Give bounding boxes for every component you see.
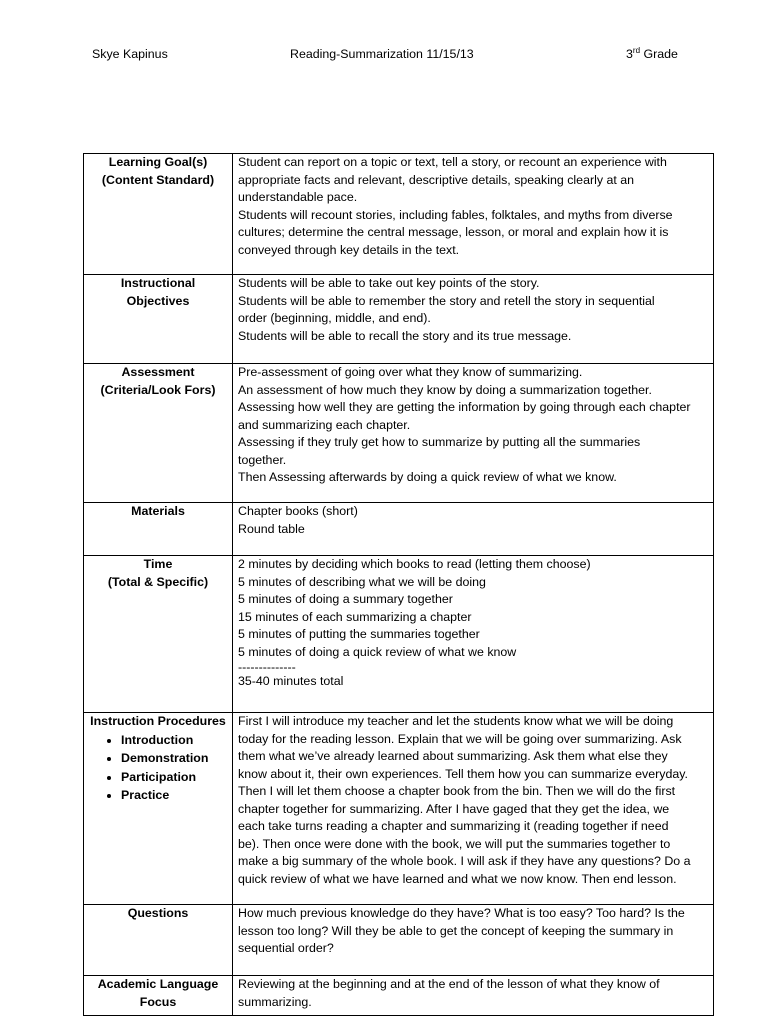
procedure-bullets [89,731,227,805]
row-content-line: An assessment of how much they know by doing a summarization together. [238,382,652,397]
row-content-line: Then I will let them choose a chapter book from the bin. Then we will do the first [238,784,676,798]
row-content-line: 2 minutes by deciding which books to read (letting them choose) [238,557,591,571]
row-content-line: Reviewing at the beginning and at the end of the lesson of what they know of [238,977,660,991]
row-content-line: Students will recount stories, including fables, folktales, and myths from diverse [238,207,673,222]
row-label [84,364,233,503]
row-content-line: Round table [238,521,305,536]
row-label-line: (Total & Specific) [107,574,209,589]
author-name: Skye Kapinus [92,47,168,61]
row-content [233,556,714,713]
plan-row [84,364,714,503]
row-content-line: understandable pace. [238,190,358,204]
row-label-line: Instruction Procedures [90,714,226,728]
row-content-line: today for the reading lesson. Explain that we will be going over summarizing. Ask [238,731,682,746]
grade-word: Grade [643,47,678,61]
row-content-line: Chapter books (short) [238,504,358,518]
row-content-line: 15 minutes of each summarizing a chapter [238,609,472,624]
row-label-line: Academic Language [97,977,219,991]
row-content [233,713,714,905]
row-content-line: together. [238,452,287,467]
row-content [233,976,714,1016]
row-content-line: 35-40 minutes total [238,674,344,688]
procedure-bullet-item: • Practice [121,786,227,805]
row-content-line: summarizing. [238,994,312,1009]
grade-suffix: rd [632,45,641,55]
row-content-line: Assessing how well they are getting the information by going through each chapter [238,400,691,414]
row-content-line: 5 minutes of describing what we will be doing [238,574,486,589]
row-content-line: Students will be able to recall the story and its true message. [238,328,572,343]
row-label [84,905,233,976]
row-content-line: Student can report on a topic or text, tell a story, or recount an experience with [238,155,667,169]
row-content-line: Students will be able to take out key points of the story. [238,276,540,290]
row-content-line: make a big summary of the whole book. I will ask if they have any questions? Do a [238,854,691,868]
row-content-line: chapter together for summarizing. After I have gaged that they get the idea, we [238,801,670,816]
row-label-line: (Content Standard) [101,172,215,187]
row-label-line: Focus [139,994,177,1009]
row-content-line: Students will be able to remember the story and retell the story in sequential [238,293,655,308]
row-label [84,556,233,713]
row-label-line: Questions [127,906,189,920]
page-header [0,46,768,66]
row-label [84,154,233,275]
row-content [233,503,714,556]
row-label [84,976,233,1016]
row-content-line: be). Then once were done with the book, we will put the summaries together to [238,836,671,851]
plan-row [84,976,714,1016]
row-content-line: -------------- [238,660,296,674]
row-content-line: conveyed through key details in the text. [238,242,460,257]
row-content-line: First I will introduce my teacher and let the students know what we will be doing [238,714,674,728]
row-content [233,364,714,503]
plan-row [84,275,714,364]
row-label-line: Assessment [121,365,195,379]
row-content-line: them what we’ve already learned about summarizing. Ask them what else they [238,749,668,763]
row-content-line: Then Assessing afterwards by doing a quick review of what we know. [238,470,617,484]
plan-row [84,154,714,275]
row-label-line: Objectives [126,293,190,308]
row-content [233,905,714,976]
procedure-bullet-item: • Introduction [121,731,227,750]
row-content-line: 5 minutes of doing a quick review of what we know [238,644,517,659]
row-label-line: Time [143,557,173,571]
row-content-line: each take turns reading a chapter and summarizing it (reading together if need [238,819,669,833]
plan-row [84,713,714,905]
plan-row [84,556,714,713]
row-content-line: cultures; determine the central message, lesson, or moral and explain how it is [238,225,669,239]
row-content-line: How much previous knowledge do they have? What is too easy? Too hard? Is the [238,906,685,920]
row-content-line: know about it, their own experiences. Tell them how you can summarize everyday. [238,766,688,781]
row-content-line: sequential order? [238,941,334,955]
row-content [233,275,714,364]
lesson-plan-body [84,154,714,1016]
row-label-line: (Criteria/Look Fors) [100,382,216,397]
row-content-line: 5 minutes of doing a summary together [238,592,453,606]
procedure-bullet-item: • Participation [121,768,227,787]
row-content [233,154,714,275]
row-label [84,503,233,556]
row-content-line: Pre-assessment of going over what they know of summarizing. [238,365,583,379]
row-content-line: 5 minutes of putting the summaries together [238,627,480,641]
lesson-title: Reading-Summarization 11/15/13 [290,47,474,61]
grade-level [626,46,678,64]
row-label [84,713,233,905]
row-content-line: lesson too long? Will they be able to get the concept of keeping the summary in [238,923,674,938]
row-label-line: Instructional [120,276,196,290]
lesson-plan-table [83,153,714,1016]
row-label-line: Learning Goal(s) [108,155,208,169]
plan-row [84,905,714,976]
grade-number: 3 [626,47,633,61]
plan-row [84,503,714,556]
row-content-line: quick review of what we have learned and what we now know. Then end lesson. [238,871,677,886]
row-content-line: and summarizing each chapter. [238,417,411,432]
row-content-line: Assessing if they truly get how to summarize by putting all the summaries [238,435,641,449]
row-label [84,275,233,364]
row-label-line: Materials [131,504,185,518]
row-content-line: appropriate facts and relevant, descriptive details, speaking clearly at an [238,172,635,187]
procedure-bullet-item: • Demonstration [121,749,227,768]
row-content-line: order (beginning, middle, and end). [238,311,431,325]
